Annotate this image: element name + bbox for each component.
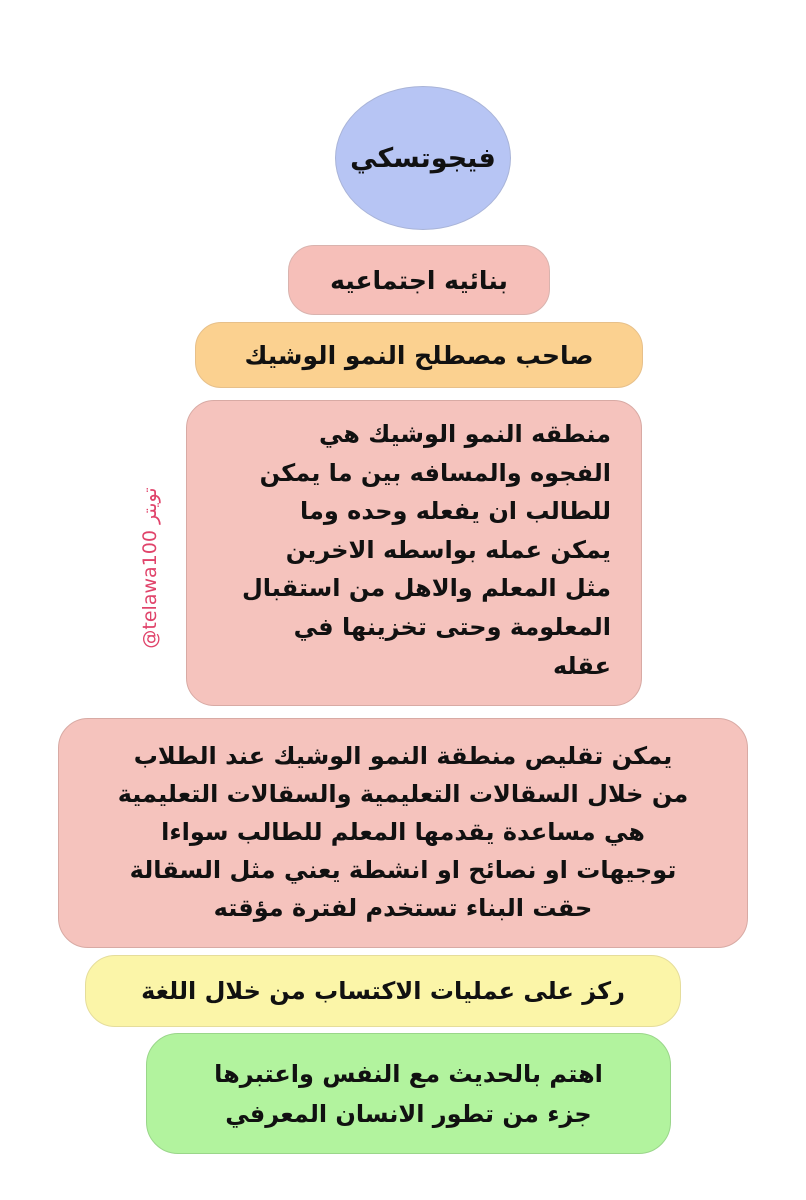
node-scaffolding <box>58 718 748 948</box>
node-language-acquisition <box>85 955 681 1027</box>
node-zpd-definition <box>186 400 642 706</box>
root-node-vygotsky <box>335 86 511 230</box>
node-text-line: مثل المعلم والاهل من استقبال <box>241 574 611 603</box>
watermark-text: @telawa100 تويتر <box>139 487 161 649</box>
node-social-constructivism <box>288 245 550 315</box>
node-text-line: المعلومة وحتى تخزينها في <box>293 612 611 641</box>
node-text-line: من خلال السقالات التعليمية والسقالات التعليمية <box>117 780 689 808</box>
node-label: ركز على عمليات الاكتساب من خلال اللغة <box>141 977 625 1005</box>
node-text-line: يمكن عمله بواسطه الاخرين <box>285 535 611 564</box>
node-label: بنائيه اجتماعيه <box>330 265 508 295</box>
node-text-line: هي مساعدة يقدمها المعلم للطالب سواءا <box>161 818 645 846</box>
root-node-label: فيجوتسكي <box>350 142 496 174</box>
node-text-line: للطالب ان يفعله وحده وما <box>300 497 611 526</box>
node-text-line: توجيهات او نصائح او انشطة يعني مثل السقالة <box>129 856 677 884</box>
node-label: صاحب مصطلح النمو الوشيك <box>244 340 594 370</box>
node-self-talk <box>146 1033 671 1154</box>
node-text-line: عقله <box>552 651 611 680</box>
node-zpd-term-owner <box>195 322 643 388</box>
node-text-line: منطقه النمو الوشيك هي <box>318 420 611 448</box>
node-text-line: حقت البناء تستخدم لفترة مؤقته <box>213 894 593 922</box>
node-text-line: يمكن تقليص منطقة النمو الوشيك عند الطلاب <box>133 742 673 770</box>
node-text-line: جزء من تطور الانسان المعرفي <box>225 1099 592 1128</box>
node-text-line: الفجوه والمسافه بين ما يمكن <box>259 458 611 487</box>
node-text-line: اهتم بالحديث مع النفس واعتبرها <box>214 1059 603 1088</box>
